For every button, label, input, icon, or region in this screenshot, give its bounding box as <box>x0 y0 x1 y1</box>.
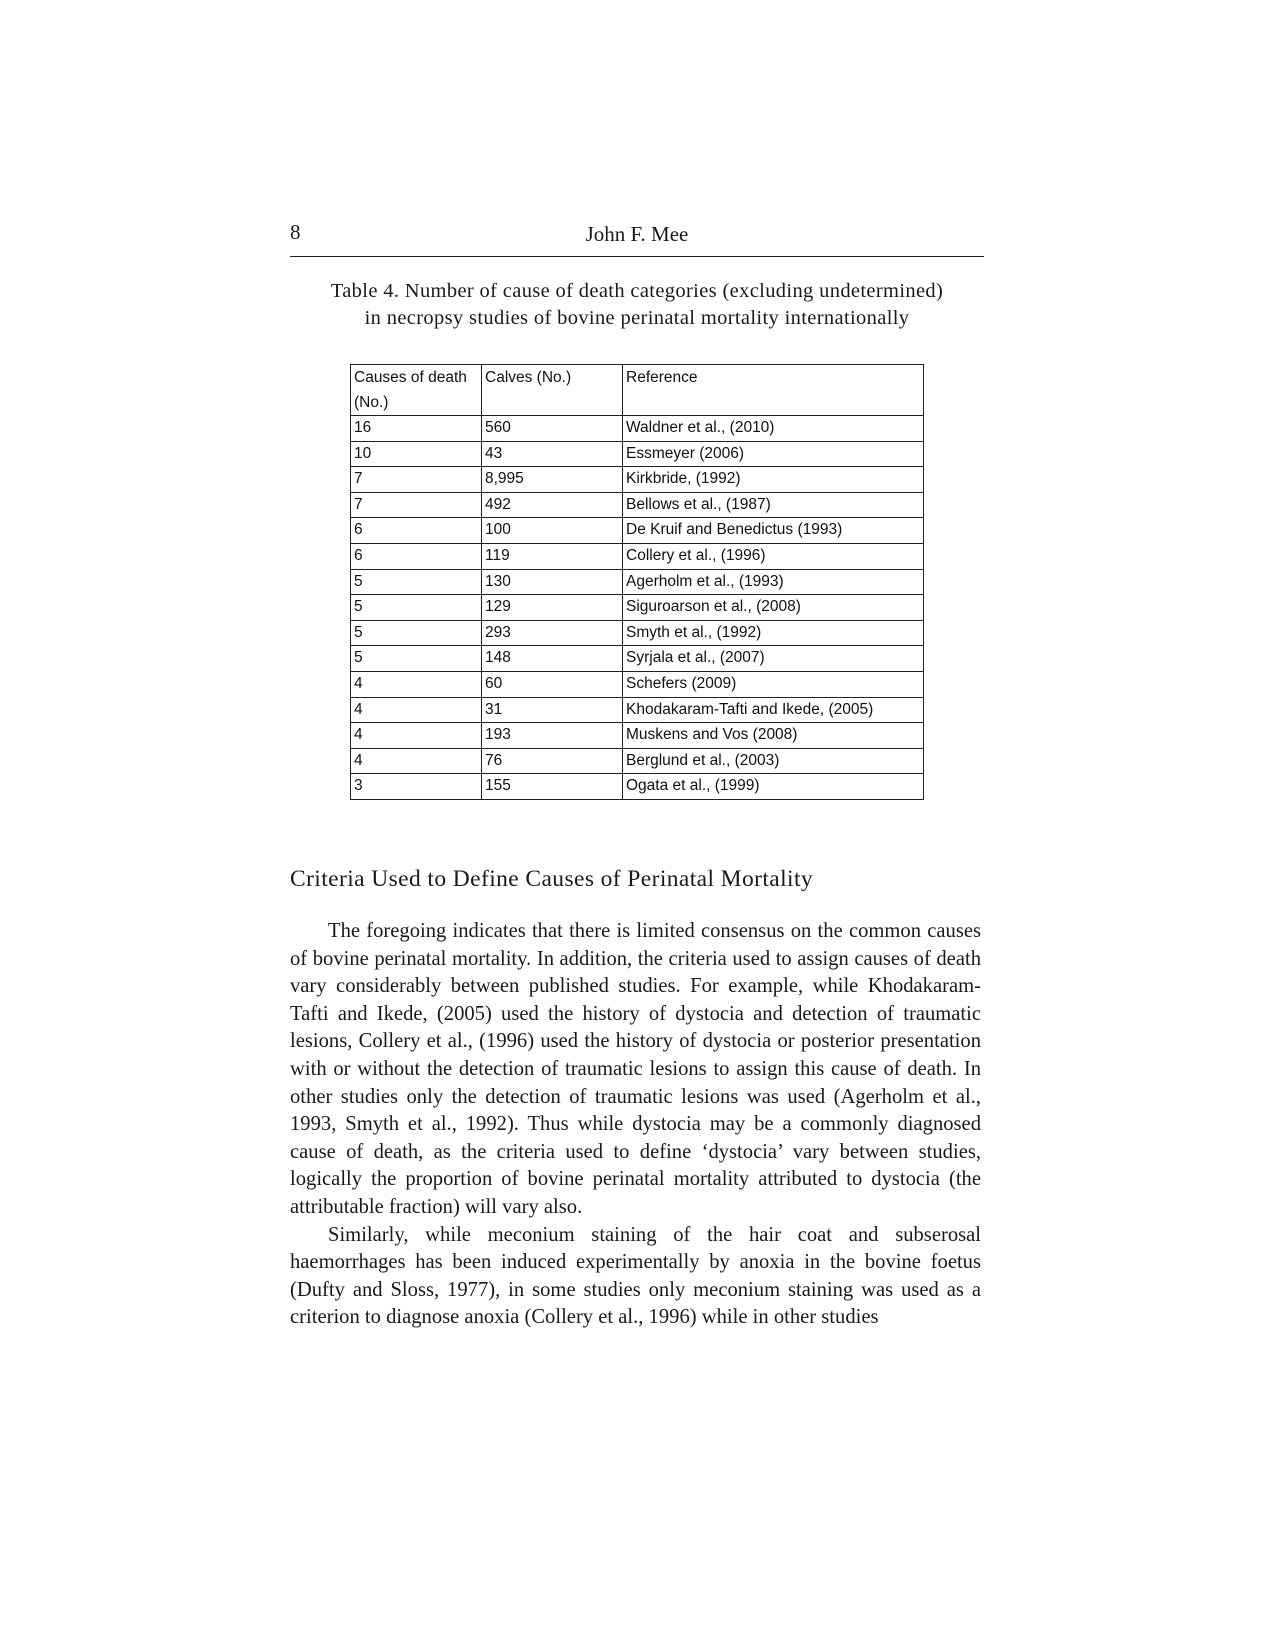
cell-calves: 43 <box>482 441 623 467</box>
cell-reference: Smyth et al., (1992) <box>623 620 924 646</box>
cell-reference: Agerholm et al., (1993) <box>623 569 924 595</box>
table-caption <box>290 278 984 332</box>
body-paragraph: The foregoing indicates that there is limited consensus on the common causes of bovine perinatal mortality. In addition, the criteria used to assign causes of death vary considerably between published studies. For example, while Khodakaram-Tafti and Ikede, (2005) used the history of dystocia and detection of traumatic lesions, Collery et al., (1996) used the history of dystocia or posterior presentation with or without the detection of traumatic lesions to assign this cause of death. In other studies only the detection of traumatic lesions was used (Agerholm et al., 1993, Smyth et al., 1992). Thus while dystocia may be a commonly diagnosed cause of death, as the criteria used to define ‘dystocia’ vary between studies, logically the proportion of bovine perinatal mortality attributed to dystocia (the attributable fraction) will vary also. <box>290 920 981 1218</box>
table-caption-line: in necropsy studies of bovine perinatal mortality internationally <box>364 307 910 329</box>
cell-calves: 60 <box>482 671 623 697</box>
body-text <box>290 918 981 1332</box>
cell-causes: 3 <box>351 774 482 800</box>
cell-causes: 5 <box>351 595 482 621</box>
table-row <box>351 723 924 749</box>
header-rule <box>290 256 984 257</box>
cell-causes: 4 <box>351 697 482 723</box>
cell-reference: Muskens and Vos (2008) <box>623 723 924 749</box>
cell-causes: 4 <box>351 723 482 749</box>
column-header-causes: Causes of death (No.) <box>351 365 482 416</box>
cell-causes: 5 <box>351 569 482 595</box>
cell-reference: Waldner et al., (2010) <box>623 416 924 442</box>
cell-reference: Khodakaram-Tafti and Ikede, (2005) <box>623 697 924 723</box>
cell-causes: 10 <box>351 441 482 467</box>
table-row <box>351 697 924 723</box>
cell-causes: 16 <box>351 416 482 442</box>
table-row <box>351 671 924 697</box>
table-caption-line: Table 4. Number of cause of death categories (excluding undetermined) <box>330 280 944 302</box>
cell-causes: 6 <box>351 518 482 544</box>
column-header-reference: Reference <box>623 365 924 416</box>
cell-reference: De Kruif and Benedictus (1993) <box>623 518 924 544</box>
cell-calves: 129 <box>482 595 623 621</box>
table-row <box>351 620 924 646</box>
body-paragraph: Similarly, while meconium staining of the hair coat and subserosal haemorrhages has been induced experimentally by anoxia in the bovine foetus (Dufty and Sloss, 1977), in some studies only meconium staining was used as a criterion to diagnose anoxia (Collery et al., 1996) while in other studies <box>290 1223 981 1329</box>
cell-calves: 155 <box>482 774 623 800</box>
table-row <box>351 748 924 774</box>
table-row <box>351 492 924 518</box>
section-heading: Criteria Used to Define Causes of Perinatal Mortality <box>290 866 814 892</box>
cell-causes: 5 <box>351 620 482 646</box>
cell-reference: Ogata et al., (1999) <box>623 774 924 800</box>
column-header-calves: Calves (No.) <box>482 365 623 416</box>
table-row <box>351 646 924 672</box>
cell-reference: Collery et al., (1996) <box>623 543 924 569</box>
table-row <box>351 543 924 569</box>
cell-causes: 4 <box>351 748 482 774</box>
mortality-table <box>350 364 924 800</box>
cell-calves: 8,995 <box>482 467 623 493</box>
table-row <box>351 774 924 800</box>
table-row <box>351 595 924 621</box>
cell-reference: Siguroarson et al., (2008) <box>623 595 924 621</box>
cell-reference: Bellows et al., (1987) <box>623 492 924 518</box>
table-row <box>351 441 924 467</box>
cell-reference: Schefers (2009) <box>623 671 924 697</box>
cell-causes: 7 <box>351 492 482 518</box>
cell-calves: 31 <box>482 697 623 723</box>
cell-reference: Syrjala et al., (2007) <box>623 646 924 672</box>
cell-causes: 6 <box>351 543 482 569</box>
cell-reference: Essmeyer (2006) <box>623 441 924 467</box>
cell-calves: 76 <box>482 748 623 774</box>
cell-calves: 560 <box>482 416 623 442</box>
cell-calves: 100 <box>482 518 623 544</box>
table-row <box>351 467 924 493</box>
table-header-row <box>351 365 924 416</box>
cell-calves: 148 <box>482 646 623 672</box>
table-row <box>351 518 924 544</box>
cell-causes: 5 <box>351 646 482 672</box>
cell-causes: 7 <box>351 467 482 493</box>
running-head: John F. Mee <box>585 222 689 246</box>
cell-reference: Berglund et al., (2003) <box>623 748 924 774</box>
page-number: 8 <box>290 220 301 244</box>
table-row <box>351 569 924 595</box>
cell-calves: 492 <box>482 492 623 518</box>
cell-reference: Kirkbride, (1992) <box>623 467 924 493</box>
cell-calves: 130 <box>482 569 623 595</box>
cell-calves: 293 <box>482 620 623 646</box>
table-row <box>351 416 924 442</box>
cell-calves: 119 <box>482 543 623 569</box>
cell-calves: 193 <box>482 723 623 749</box>
cell-causes: 4 <box>351 671 482 697</box>
